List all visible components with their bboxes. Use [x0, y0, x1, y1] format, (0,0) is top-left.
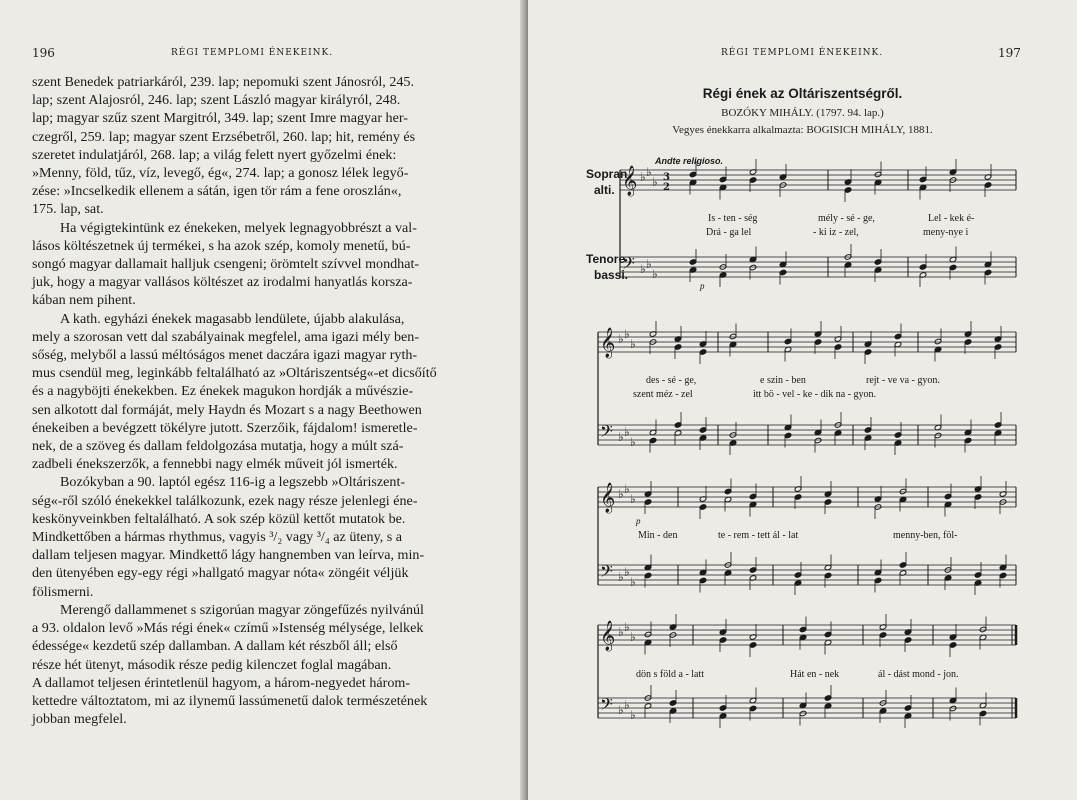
arranger-line: Vegyes énekkarra alkalmazta: BOGISICH MIHÁLY, 1881.: [672, 124, 933, 136]
lyric-text: rejt - ve va - gyon.: [866, 375, 940, 386]
flat-icon: ♭: [652, 175, 658, 189]
treble-clef-icon: 𝄞: [622, 166, 638, 196]
right-running-head: RÉGI TEMPLOMI ÉNEKEINK.: [721, 48, 884, 58]
bass-clef-icon: 𝄢: [622, 253, 635, 277]
lyric-text: dön s föld a - latt: [636, 669, 705, 680]
treble-clef-icon: 𝄞: [600, 621, 616, 651]
body-line: lap; magyar szűz szent Margitról, 349. lap; szent Imre magyar her-: [32, 110, 408, 127]
bass-clef-icon: 𝄢: [600, 694, 613, 718]
body-line: kettedre változtatom, mi az ilynemű lassúmenetű dalok természetének: [32, 692, 428, 709]
tenor-label-2: bassi.: [594, 268, 629, 282]
left-page-number: 196: [32, 46, 55, 60]
flat-icon: ♭: [618, 703, 624, 717]
body-line: keskönyveinkben feltalálható. A sok szép közül kettőt mutatok be.: [32, 510, 406, 527]
flat-icon: ♭: [618, 332, 624, 346]
body-line: a 93. oldalon levő »Más régi ének« czímű »Istenség mélysége, lelkek: [32, 620, 424, 637]
body-line: énekeiben a bevégzett tökélyre jutott. Szerzőik, fájdalom! ismeretle-: [32, 419, 418, 436]
staff-systems: [598, 159, 1016, 728]
flat-icon: ♭: [630, 575, 636, 589]
flat-icon: ♭: [630, 630, 636, 644]
body-line: lásos költészetnek új termékei, s ha azok szép, komoly menetű, bú-: [32, 237, 411, 254]
system-2-soprano-staff: [598, 321, 1016, 364]
body-line: zadbeli énekszerzők, a fennebbi nagy elmék műveit jól ismerték.: [32, 456, 398, 473]
flat-icon: ♭: [652, 267, 658, 281]
body-line: sőség, melyből a lassú méltóságos menet daczára igazi magyar ryth-: [32, 347, 418, 364]
body-line: den ütenyében egy-egy régi »hallgató magyar nóta« zöngéit véljük: [32, 565, 409, 582]
lyric-text: des - sé - ge,: [646, 375, 697, 386]
flat-icon: ♭: [646, 257, 652, 271]
flat-icon: ♭: [624, 620, 630, 634]
author-line: BOZÓKY MIHÁLY. (1797. 94. lap.): [721, 107, 884, 119]
time-signature: 2: [663, 182, 670, 193]
body-line: mely a szorosan vett dal szabályainak megfelel, ama igazi mély ben-: [32, 328, 420, 345]
body-line: mus csendül meg, leginkább feltalálható az »Oltáriszentség«-et dicsőítő: [32, 365, 437, 382]
flat-icon: ♭: [624, 565, 630, 579]
body-line: Merengő dallammenet s szigorúan magyar zöngefűzés nyilvánúl: [60, 601, 424, 618]
body-line: »Menny, föld, tűz, víz, levegő, ég«, 274. lap; a gonosz lélek legyő-: [32, 165, 409, 182]
system-4-soprano-staff: [598, 614, 1016, 657]
lyric-text: Drá - ga lel: [706, 227, 752, 238]
soprano-label-2: alti.: [594, 183, 615, 197]
dynamic-marking: p: [636, 516, 641, 526]
system-4-bass-staff: [598, 685, 1016, 728]
lyric-text: Hát en - nek: [790, 669, 840, 680]
body-line: dallam teljesen magyar. Mindkettő lágy hangnemben van leírva, min-: [32, 547, 425, 564]
lyric-text: Min - den: [638, 530, 678, 541]
flat-icon: ♭: [624, 425, 630, 439]
system-1-bass-staff: [620, 244, 1016, 287]
body-line: szeretet indulatjáról, 268. lap; a világ felett nyert győzelmi ének:: [32, 146, 397, 163]
left-page: [0, 0, 528, 800]
right-page: [528, 0, 1077, 800]
body-line: A kath. egyházi énekek magasabb lendülete, újabb alakulása,: [60, 310, 405, 327]
lyric-text: menny-ben, föl-: [893, 530, 958, 541]
flat-icon: ♭: [624, 482, 630, 496]
lyric-text: - ki iz - zel,: [813, 227, 859, 238]
system-3-soprano-staff: [598, 476, 1016, 519]
lyric-text: te - rem - tett ál - lat: [718, 530, 799, 541]
treble-clef-icon: 𝄞: [600, 483, 616, 513]
body-line: zése: »Incselkedik ellenem a sátán, igen tör rám a fene oroszlán«,: [32, 183, 402, 200]
lyric-text: mély - sé - ge,: [818, 213, 875, 224]
bass-clef-icon: 𝄢: [600, 561, 613, 585]
body-line: czegről, 259. lap; magyar szent Erzsébetről, 260. lap; hit, remény és: [32, 128, 416, 145]
flat-icon: ♭: [618, 487, 624, 501]
system-3-bass-staff: [598, 552, 1016, 595]
body-line: fölismerni.: [32, 583, 94, 600]
body-line: songó magyar dallamait halljuk csengeni; örömtelt szívvel mondhat-: [32, 256, 420, 273]
body-line: Bozókyban a 90. laptól egész 116-ig a legszebb »Oltáriszent-: [60, 474, 406, 491]
flat-icon: ♭: [624, 698, 630, 712]
flat-icon: ♭: [646, 165, 652, 179]
right-page-number: 197: [998, 46, 1021, 60]
body-line: A dallamot teljesen érintetlenül hagyom, a három-negyedet három-: [32, 674, 411, 691]
body-line: juk, hogy a magyar vallásos költészet az irodalmi hanyatlás korsza-: [32, 274, 413, 291]
left-running-head: RÉGI TEMPLOMI ÉNEKEINK.: [171, 48, 334, 58]
body-line: része hét ütenyt, második része pedig kilenczet foglal magában.: [32, 656, 392, 673]
body-line: és a nagyböjti énekekben. Ez énekek magukon hordják a művészie-: [32, 383, 414, 400]
body-line: nek, de a szöveg és dallam feldolgozása mutatja, hogy a múlt szá-: [32, 438, 404, 455]
time-signature: 3: [663, 172, 670, 183]
flat-icon: ♭: [640, 262, 646, 276]
flat-icon: ♭: [618, 430, 624, 444]
song-title: Régi ének az Oltáriszentségről.: [702, 86, 903, 101]
tempo-marking: Andte religioso.: [655, 156, 724, 166]
body-line: Mindkettőben a hármas rhythmus, vagyis ³/₂ vagy ³/₄ az üteny, s a: [32, 529, 403, 546]
lyric-text: szent méz - zel: [633, 389, 693, 400]
lyric-text: ál - dást mond - jon.: [878, 669, 959, 680]
flat-icon: ♭: [618, 570, 624, 584]
system-2-bass-staff: [598, 412, 1016, 455]
flat-icon: ♭: [630, 337, 636, 351]
treble-clef-icon: 𝄞: [600, 328, 616, 358]
dynamic-marking: p: [700, 281, 705, 291]
lyric-text: e szin - ben: [760, 375, 806, 386]
flat-icon: ♭: [618, 625, 624, 639]
left-body-text: [32, 73, 480, 728]
body-line: szent Benedek patriarkáról, 239. lap; nepomuki szent Jánosról, 245.: [32, 74, 414, 90]
body-line: Ha végigtekintünk ez énekeken, melyek legnagyobbrészt a val-: [60, 219, 417, 236]
flat-icon: ♭: [640, 170, 646, 184]
body-line: édessége« kezdetű szép dallamban. A dallam két részből áll; első: [32, 638, 398, 655]
lyric-text: itt bö - vel - ke - dik na - gyon.: [753, 389, 877, 400]
lyric-text: Lel - kek é-: [928, 213, 975, 224]
flat-icon: ♭: [630, 435, 636, 449]
lyric-text: Is - ten - ség: [708, 213, 758, 224]
flat-icon: ♭: [624, 327, 630, 341]
body-line: sen alkotott dal formáját, mely Haydn és Mozart s a nagy Beethowen: [32, 401, 422, 418]
body-line: lap; szent Alajosról, 246. lap; szent László magyar királyról, 248.: [32, 92, 401, 109]
body-line: jobban megfelel.: [32, 711, 127, 728]
music-score: [528, 0, 1077, 800]
body-line: kában nem pihent.: [32, 292, 136, 309]
body-line: 175. lap, sat.: [32, 201, 104, 218]
soprano-label: Sopran: [586, 167, 628, 181]
lyric-text: meny-nye i: [923, 227, 969, 238]
flat-icon: ♭: [630, 708, 636, 722]
flat-icon: ♭: [630, 492, 636, 506]
bass-clef-icon: 𝄢: [600, 421, 613, 445]
body-line: ség«-ről szóló énekekkel találkozunk, ezek nagy része jelenlegi éne-: [32, 492, 418, 509]
tenor-label: Tenore: [586, 252, 626, 266]
